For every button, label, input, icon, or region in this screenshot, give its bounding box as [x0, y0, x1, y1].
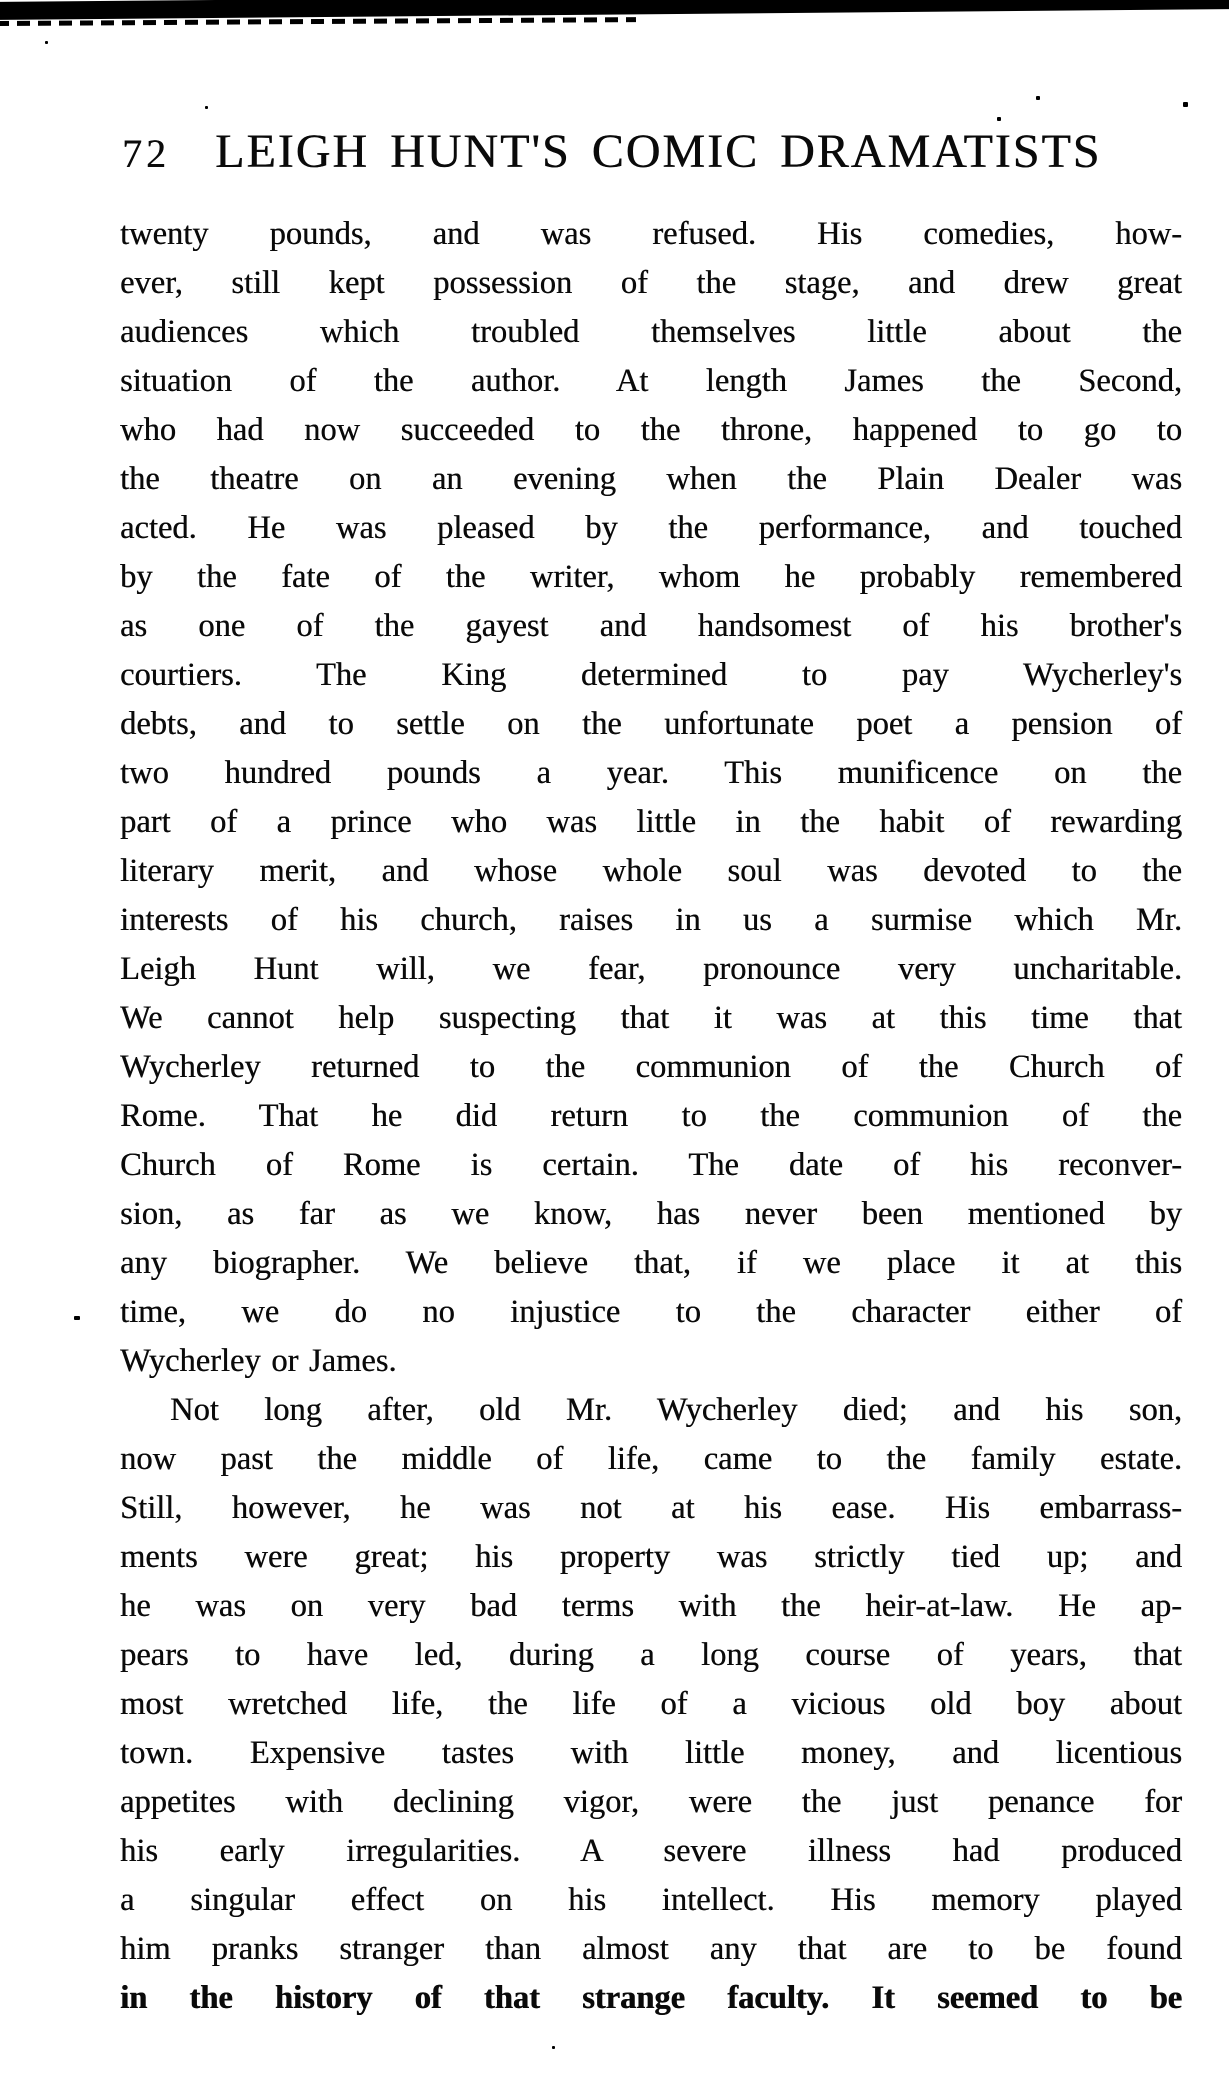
text-line: his early irregularities. A severe illness had produced [120, 1833, 1182, 1869]
text-line: acted. He was pleased by the performance, and touched [120, 510, 1182, 546]
text-line: time, we do no injustice to the character either of [120, 1294, 1182, 1330]
text-line: Leigh Hunt will, we fear, pronounce very uncharitable. [120, 951, 1182, 987]
page-number: 72 [122, 131, 170, 176]
text-line: debts, and to settle on the unfortunate poet a pension of [120, 706, 1182, 742]
text-line: most wretched life, the life of a vicious old boy about [120, 1686, 1182, 1722]
text-line: part of a prince who was little in the habit of rewarding [120, 804, 1182, 840]
text-line: Not long after, old Mr. Wycherley died; and his son, [170, 1392, 1182, 1428]
text-line: situation of the author. At length James the Second, [120, 363, 1182, 399]
text-line: interests of his church, raises in us a surmise which Mr. [120, 902, 1182, 938]
text-line: Church of Rome is certain. The date of his reconver- [120, 1147, 1182, 1183]
ink-speck [1183, 102, 1188, 107]
text-line: We cannot help suspecting that it was at this time that [120, 1000, 1182, 1036]
ink-speck [205, 106, 208, 109]
text-line: Wycherley or James. [120, 1343, 397, 1379]
text-line: Still, however, he was not at his ease. His embarrass- [120, 1490, 1182, 1526]
text-line: a singular effect on his intellect. His memory played [120, 1882, 1182, 1918]
text-line: ments were great; his property was strictly tied up; and [120, 1539, 1182, 1575]
text-line: sion, as far as we know, has never been mentioned by [120, 1196, 1182, 1232]
text-line: in the history of that strange faculty. It seemed to be [120, 1980, 1182, 2016]
page-body [120, 210, 1182, 2023]
ink-speck [45, 41, 48, 44]
ink-speck [74, 1316, 80, 1320]
text-line: as one of the gayest and handsomest of his brother's [120, 608, 1182, 644]
ink-speck [997, 117, 1001, 121]
text-line: he was on very bad terms with the heir-at-law. He ap- [120, 1588, 1182, 1624]
text-line: ever, still kept possession of the stage, and drew great [120, 265, 1182, 301]
text-line: pears to have led, during a long course of years, that [120, 1637, 1182, 1673]
running-title: LEIGH HUNT'S COMIC DRAMATISTS [215, 125, 1102, 178]
ink-speck [552, 2046, 555, 2049]
text-line: by the fate of the writer, whom he probably remembered [120, 559, 1182, 595]
page-header [122, 125, 1189, 178]
text-line: appetites with declining vigor, were the just penance for [120, 1784, 1182, 1820]
ink-speck [1036, 96, 1040, 100]
text-line: audiences which troubled themselves little about the [120, 314, 1182, 350]
text-line: any biographer. We believe that, if we place it at this [120, 1245, 1182, 1281]
text-line: the theatre on an evening when the Plain Dealer was [120, 461, 1182, 497]
text-line: him pranks stranger than almost any that are to be found [120, 1931, 1182, 1967]
text-line: Wycherley returned to the communion of the Church of [120, 1049, 1182, 1085]
text-line: twenty pounds, and was refused. His comedies, how- [120, 216, 1182, 252]
text-line: courtiers. The King determined to pay Wycherley's [120, 657, 1182, 693]
text-line: Rome. That he did return to the communion of the [120, 1098, 1182, 1134]
text-line: who had now succeeded to the throne, happened to go to [120, 412, 1182, 448]
text-line: now past the middle of life, came to the family estate. [120, 1441, 1182, 1477]
text-line: town. Expensive tastes with little money, and licentious [120, 1735, 1182, 1771]
text-line: literary merit, and whose whole soul was devoted to the [120, 853, 1182, 889]
text-line: two hundred pounds a year. This munificence on the [120, 755, 1182, 791]
